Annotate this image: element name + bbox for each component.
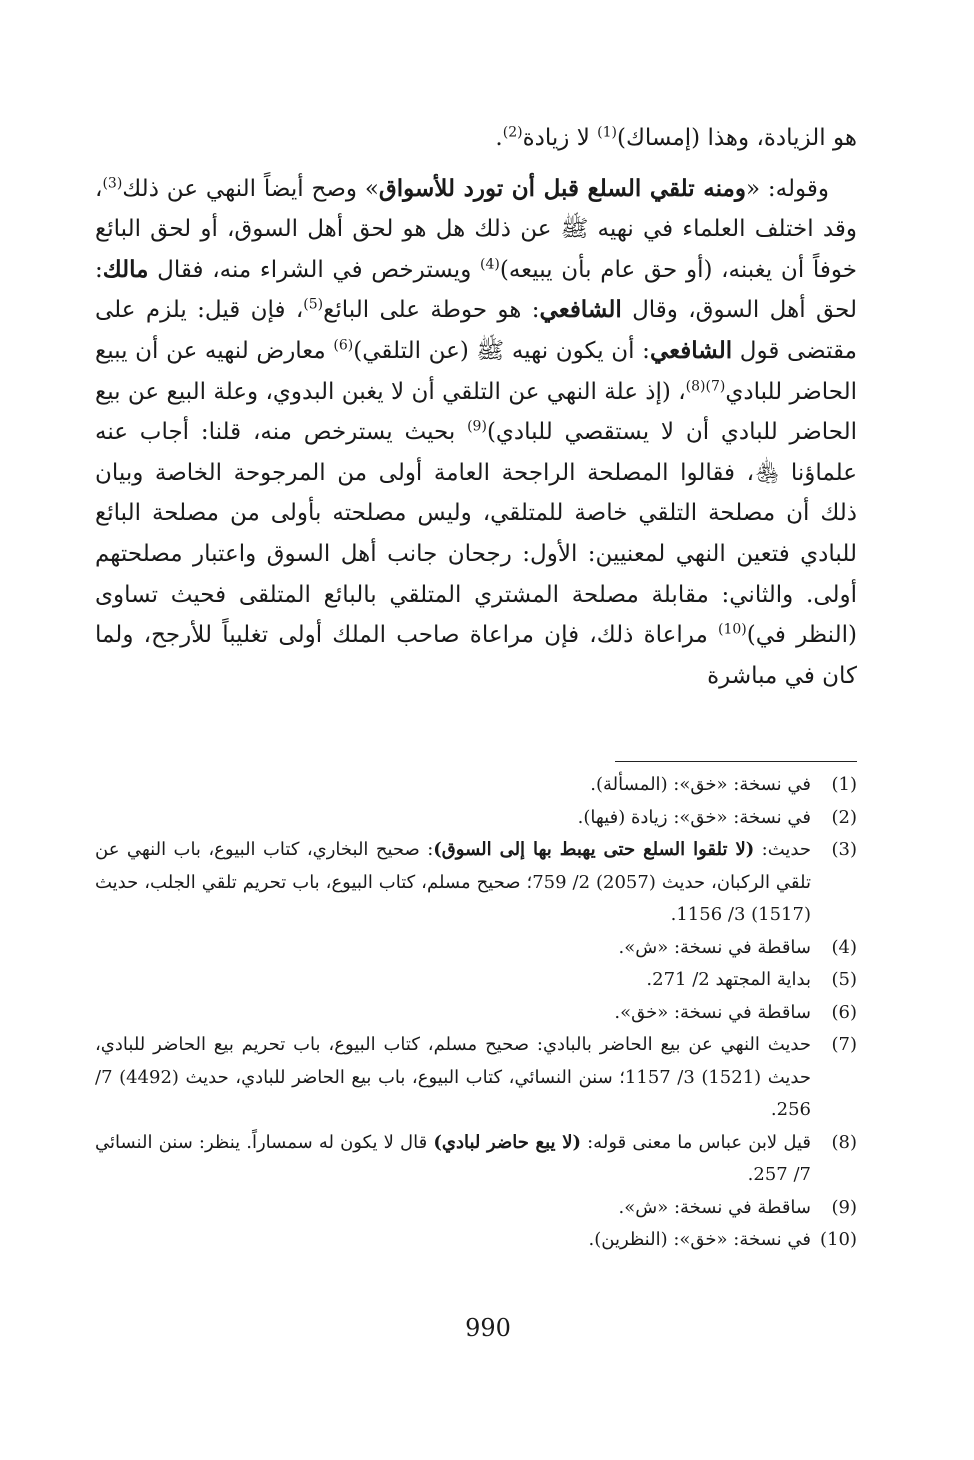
footnote-text: ساقطة في نسخة: «ش». — [618, 936, 811, 958]
footnote-ref: (8) — [685, 377, 706, 394]
footnote-item — [95, 1127, 857, 1192]
paragraph-1 — [95, 118, 857, 159]
text-run: : أن يكون نهيه ﷺ (عن التلقي) — [353, 337, 650, 364]
bold-quote: ومنه تلقي السلع قبل أن تورد للأسواق — [378, 174, 746, 202]
bold-name: مالك — [102, 255, 149, 283]
footnote-ref: (3) — [102, 174, 123, 191]
footnote-ref: (1) — [597, 124, 617, 141]
footnote-text — [95, 834, 811, 932]
footnote-number: (5) — [831, 969, 857, 990]
text-run: ، (إذ علة النهي عن التلقي أن لا يغبن البدوي، وعلة البيع عن بيع الحاضر للبادي أن لا يستقصي للبادي) — [95, 378, 857, 446]
footnote-text: في نسخة: «خق»: (المسألة). — [590, 774, 811, 795]
bold-name: الشافعي — [649, 336, 733, 364]
text-run: وقوله: « — [745, 175, 829, 202]
text-run: ويسترخص في الشراء منه، فقال — [148, 256, 480, 283]
footnote-text: بداية المجتهد 2/ 271. — [646, 969, 811, 990]
text-run: قيل لابن عباس ما معنى قوله: — [581, 1131, 811, 1153]
paragraph-2 — [95, 169, 857, 697]
text-run: بحيث يسترخص منه، قلنا: أجاب عنه علماؤنا ﵃، فقالوا المصلحة الراجحة العامة أولى من المرجوحة الخاصة وبيان ذلك أن مصلحة التلقي خاصة للمتلقي، وليس مصلحته بأولى من مصلحة البائع للبادي فتعين النهي لمعنيين: الأول: رجحان جانب أهل السوق واعتبار مصلحتهم أولى. والثاني: مقابلة مصلحة المشتري المتلقي بالبائع المتلقى فحيث تساوى (النظر في) — [95, 419, 857, 649]
text-run: معارض لنهيه عن أن يبيع الحاضر للبادي — [95, 337, 857, 405]
footnote-text: حديث النهي عن بيع الحاضر بالبادي: صحيح مسلم، كتاب البيوع، باب تحريم بيع الحاضر للبادي، حديث (1521) 3/ 1157؛ سنن النسائي، كتاب البيوع، باب بيع الحاضر للبادي، حديث (4492) 7/ 256. — [95, 1034, 811, 1120]
text-run: هو الزيادة، وهذا (إمساك) — [617, 125, 857, 151]
footnote-ref: (5) — [303, 296, 324, 313]
footnote-number: (1) — [831, 774, 857, 795]
text-run: لا زيادة — [522, 125, 598, 151]
text-run: . — [495, 125, 503, 151]
footnote-ref: (4) — [480, 256, 500, 273]
bold-hadith: (لا يبع حاضر لبادي) — [433, 1131, 581, 1153]
footnote-number: (8) — [831, 1131, 857, 1153]
text-run: مراعاة ذلك، فإن مراعاة صاحب الملك أولى تغليباً للأرجح، ولما كان في مباشرة — [95, 622, 857, 689]
footnote-ref: (6) — [333, 337, 354, 354]
footnote-text: في نسخة: «خق»: (النظرين). — [588, 1229, 811, 1250]
footnote-item — [95, 802, 857, 835]
footnote-item — [95, 964, 857, 997]
footnote-number: (6) — [831, 1001, 857, 1023]
footnote-ref: (2) — [502, 124, 523, 141]
text-run: حديث: — [754, 839, 811, 860]
bold-hadith: (لا تلقوا السلع حتى يهبط بها إلى السوق) — [433, 839, 755, 860]
footnote-text — [95, 1127, 811, 1192]
footnote-ref: (7) — [705, 377, 726, 394]
footnote-number: (3) — [831, 839, 857, 860]
footnote-ref: (9) — [467, 418, 487, 435]
main-text — [95, 118, 857, 696]
footnote-number: (9) — [831, 1196, 857, 1218]
text-run: : صحيح البخاري، كتاب البيوع، باب النهي عن تلقي الركبان، حديث (2057) 2/ 759؛ صحيح مسلم، كتاب البيوع، باب تحريم تلقي الجلب، حديث (1517) 3/ 1156. — [95, 839, 811, 925]
text-run: ، فإن قيل: يلزم على مقتضى قول — [95, 297, 857, 364]
footnote-ref: (10) — [717, 621, 747, 638]
book-page — [95, 118, 857, 1418]
page-number: 990 — [465, 1314, 511, 1342]
footnote-item — [95, 932, 857, 965]
footnote-text: في نسخة: «خق»: زيادة (فيها). — [577, 806, 811, 828]
bold-name: الشافعي — [539, 296, 622, 324]
footnote-item — [95, 834, 857, 932]
footnote-number: (10) — [820, 1229, 857, 1250]
footnote-item — [95, 1224, 857, 1257]
footnote-text: ساقطة في نسخة: «ش». — [618, 1196, 811, 1218]
footnote-number: (4) — [831, 936, 857, 958]
footnote-number: (2) — [831, 806, 857, 828]
footnote-number: (7) — [831, 1034, 857, 1055]
footnote-text: ساقطة في نسخة: «خق». — [614, 1001, 811, 1023]
footnote-item — [95, 1029, 857, 1127]
text-run: » وصح أيضاً النهي عن ذلك — [122, 175, 379, 202]
footnote-divider — [615, 761, 857, 762]
text-run: : هو حوطة على البائع — [323, 297, 540, 324]
footnote-item — [95, 769, 857, 802]
text-run: ، وقد اختلف العلماء في نهيه ﷺ عن ذلك هل هو لحق أهل السوق، أو لحق البائع خوفاً أن يغبنه، (أو حق عام بأن يبيعه) — [95, 175, 857, 283]
footnote-item — [95, 997, 857, 1030]
text-run: قال لا يكون له سمساراً. ينظر: سنن النسائي 7/ 257. — [95, 1131, 811, 1185]
footnotes — [95, 769, 857, 1257]
text-run: : لحق أهل السوق، وقال — [95, 256, 857, 324]
footnote-item — [95, 1192, 857, 1225]
